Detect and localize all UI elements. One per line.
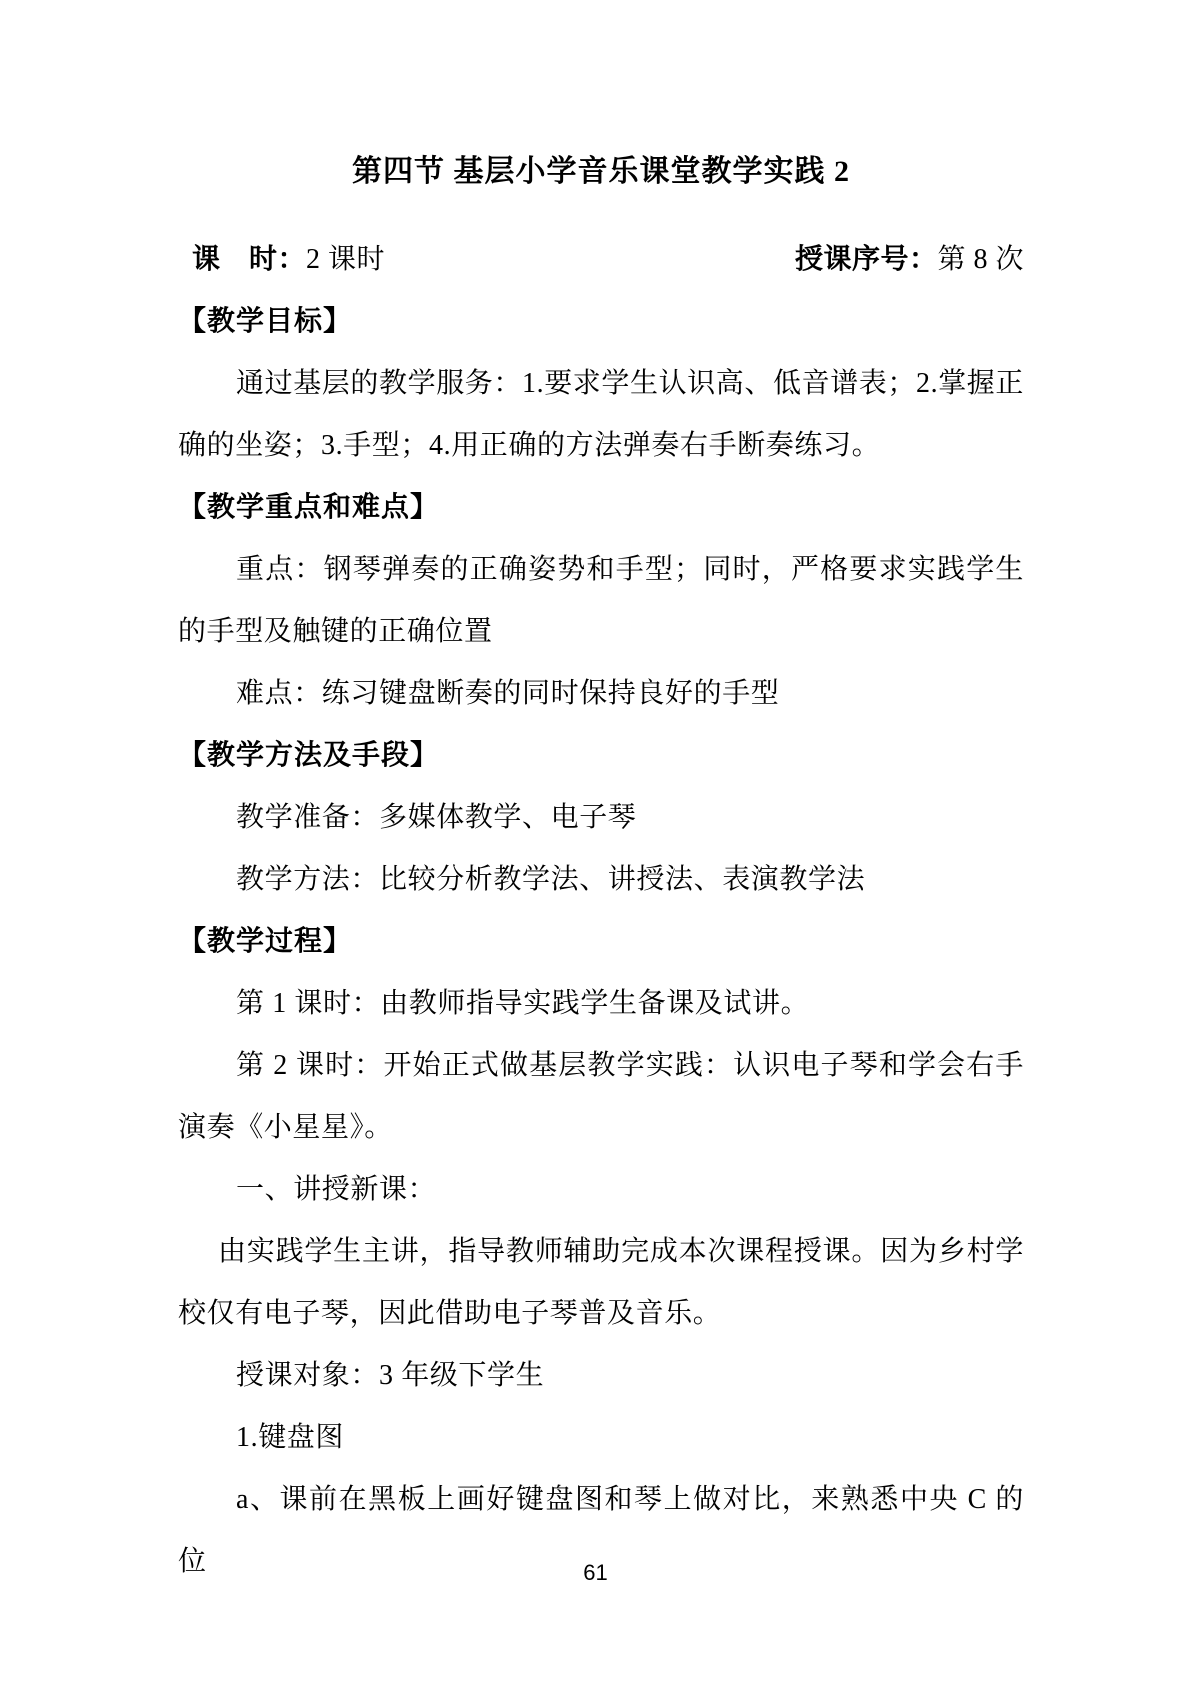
teaching-preparation: 教学准备：多媒体教学、电子琴 — [236, 802, 637, 833]
key-point-difficult: 难点：练习键盘断奏的同时保持良好的手型 — [236, 678, 780, 709]
class-hours-value: 2 课时 — [306, 244, 386, 275]
session-number-label: 授课序号： — [794, 244, 938, 275]
list-item-keyboard-diagram: 1.键盘图 — [236, 1422, 345, 1453]
session-number — [795, 229, 1024, 291]
new-lesson-heading: 一、讲授新课： — [236, 1174, 437, 1205]
list-item-keyboard-diagram-a: a、课前在黑板上画好键盘图和琴上做对比，来熟悉中央 C 的位 — [178, 1484, 1024, 1577]
class-hours — [192, 229, 385, 291]
key-point-important: 重点：钢琴弹奏的正确姿势和手型；同时，严格要求实践学生的手型及触键的正确位置 — [178, 554, 1024, 647]
objectives-body: 通过基层的教学服务：1.要求学生认识高、低音谱表；2.掌握正确的坐姿；3.手型；4.用正确的方法弹奏右手断奏练习。 — [178, 368, 1025, 461]
section-heading-key-points: 【教学重点和难点】 — [178, 492, 440, 523]
section-heading-objectives: 【教学目标】 — [178, 306, 353, 337]
document-content — [178, 0, 1024, 1593]
new-lesson-intro: 由实践学生主讲，指导教师辅助完成本次课程授课。因为乡村学校仅有电子琴，因此借助电子琴普及音乐。 — [178, 1236, 1024, 1329]
page-title: 第四节 基层小学音乐课堂教学实践 2 — [352, 155, 850, 188]
audience-line: 授课对象：3 年级下学生 — [236, 1360, 545, 1391]
process-session2: 第 2 课时：开始正式做基层教学实践：认识电子琴和学会右手演奏《小星星》。 — [178, 1050, 1024, 1143]
section-heading-methods: 【教学方法及手段】 — [178, 740, 440, 771]
page-number: 61 — [583, 1560, 608, 1585]
session-number-value: 第 8 次 — [937, 244, 1024, 275]
teaching-method: 教学方法：比较分析教学法、讲授法、表演教学法 — [236, 864, 866, 895]
meta-row — [178, 229, 1024, 291]
class-hours-label: 课 时： — [192, 244, 307, 275]
process-session1: 第 1 课时：由教师指导实践学生备课及试讲。 — [236, 988, 810, 1019]
section-heading-process: 【教学过程】 — [178, 926, 353, 957]
